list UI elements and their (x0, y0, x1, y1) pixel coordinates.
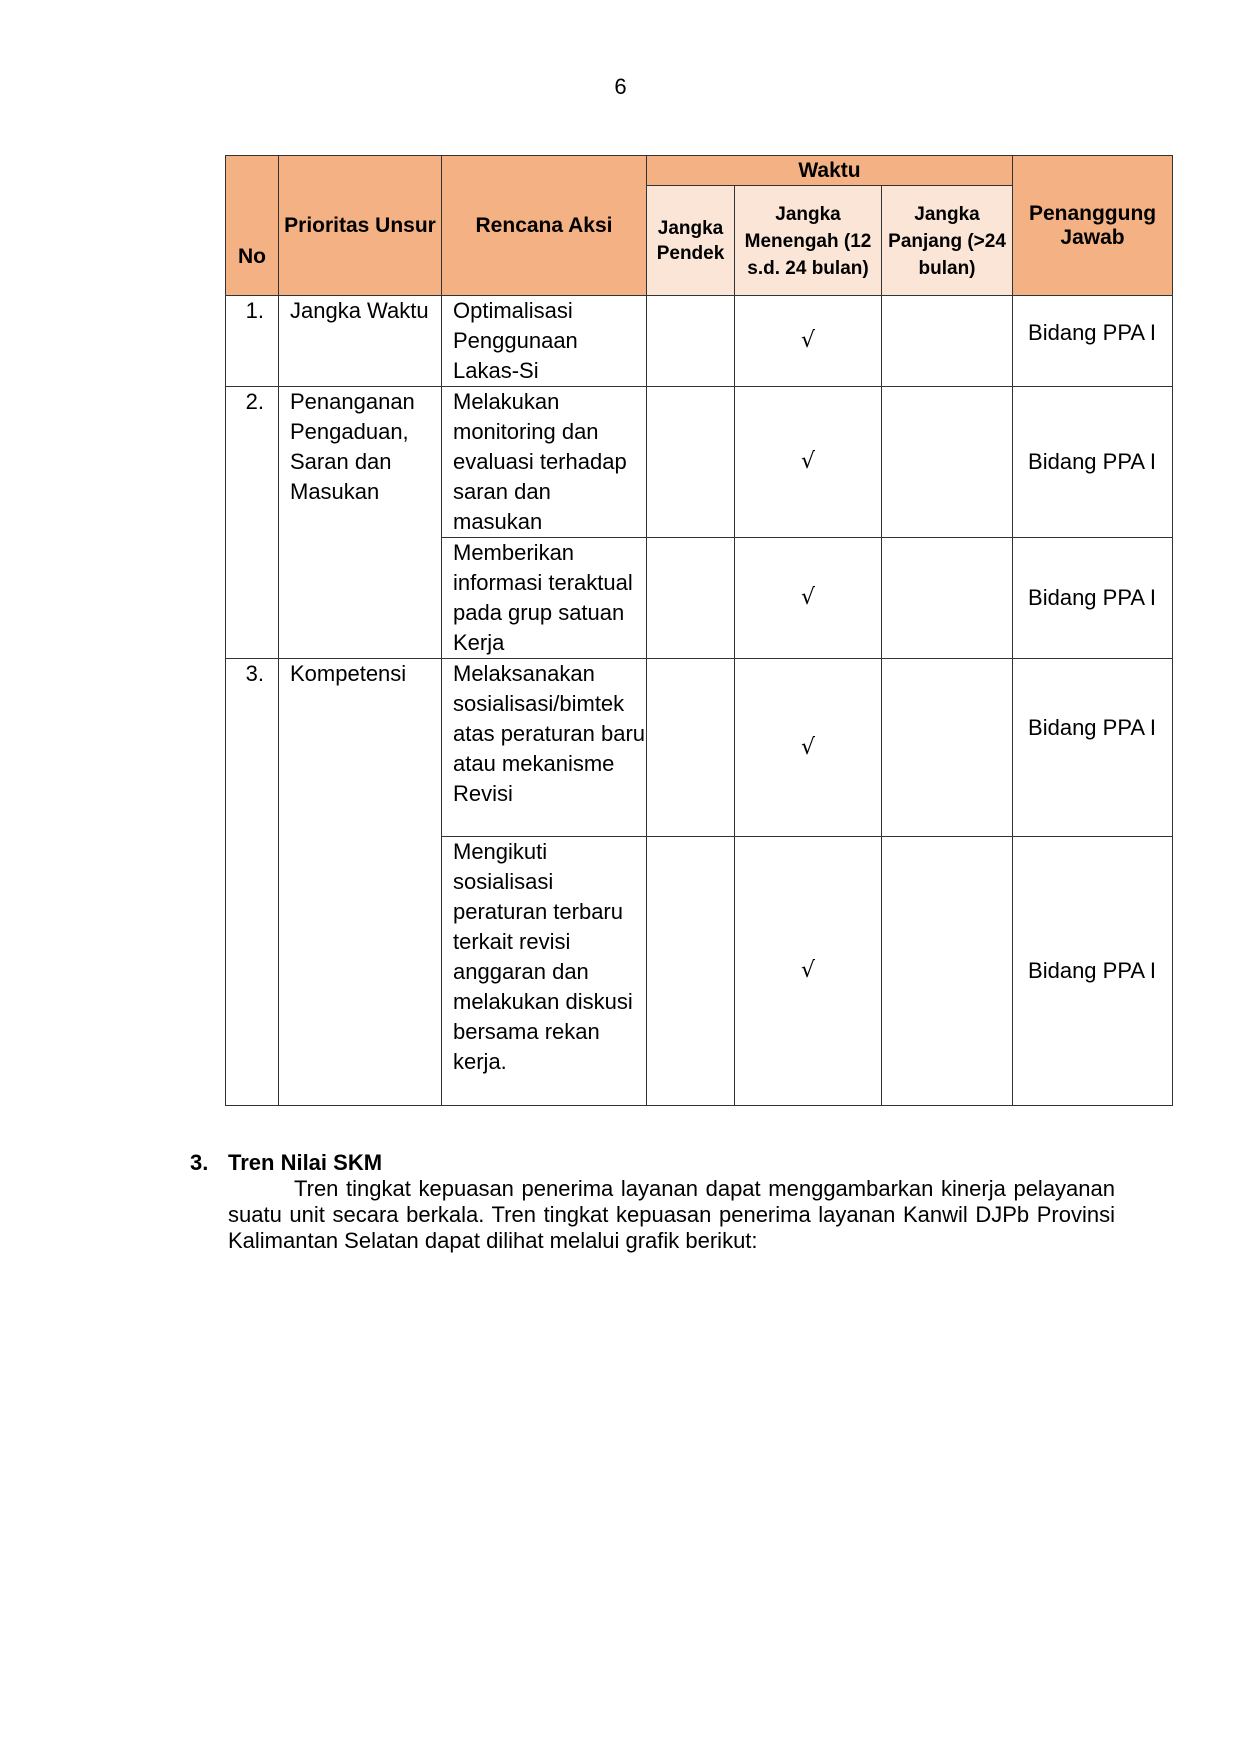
check-mark: √ (735, 296, 882, 387)
jangka-pendek-cell (647, 837, 735, 1106)
jangka-panjang-cell (882, 387, 1013, 538)
penanggung-jawab-cell: Bidang PPA I (1013, 837, 1173, 1106)
header-jangka-pendek: Jangka Pendek (647, 186, 735, 296)
penanggung-jawab-cell: Bidang PPA I (1013, 538, 1173, 659)
prioritas-unsur-cell: Jangka Waktu (279, 296, 442, 387)
header-jangka-panjang: Jangka Panjang (>24 bulan) (882, 186, 1013, 296)
section-title: Tren Nilai SKM (228, 1150, 383, 1175)
header-prioritas-unsur: Prioritas Unsur (279, 156, 442, 296)
rencana-aksi-cell: Mengikuti sosialisasi peraturan terbaru terkait revisi anggaran dan melakukan diskusi bersama rekan kerja. (442, 837, 647, 1106)
rencana-aksi-cell: Melaksanakan sosialisasi/bimtek atas peraturan baru atau mekanisme Revisi (442, 659, 647, 837)
action-plan-table (225, 155, 1173, 1106)
jangka-panjang-cell (882, 659, 1013, 837)
jangka-pendek-cell (647, 387, 735, 538)
section-tren-nilai-skm (190, 1150, 1115, 1254)
jangka-pendek-cell (647, 659, 735, 837)
rencana-aksi-cell: Memberikan informasi teraktual pada grup satuan Kerja (442, 538, 647, 659)
penanggung-jawab-cell: Bidang PPA I (1013, 296, 1173, 387)
jangka-pendek-cell (647, 538, 735, 659)
jangka-panjang-cell (882, 837, 1013, 1106)
rencana-aksi-cell: Melakukan monitoring dan evaluasi terhadap saran dan masukan (442, 387, 647, 538)
jangka-panjang-cell (882, 296, 1013, 387)
section-paragraph: Tren tingkat kepuasan penerima layanan dapat menggambarkan kinerja pelayanan suatu unit secara berkala. Tren tingkat kepuasan penerima layanan Kanwil DJPb Provinsi Kalimantan Selatan dapat dilihat melalui grafik berikut: (228, 1176, 1115, 1253)
section-number: 3. (190, 1150, 209, 1175)
row-number: 2. (226, 387, 279, 659)
table-row (226, 659, 1173, 837)
page-number: 6 (614, 74, 627, 99)
prioritas-unsur-cell: Kompetensi (279, 659, 442, 1106)
prioritas-unsur-cell: Penanganan Pengaduan, Saran dan Masukan (279, 387, 442, 659)
header-no: No (226, 156, 279, 296)
table-row (226, 296, 1173, 387)
jangka-panjang-cell (882, 538, 1013, 659)
row-number: 3. (226, 659, 279, 1106)
rencana-aksi-cell: Optimalisasi Penggunaan Lakas-Si (442, 296, 647, 387)
penanggung-jawab-cell: Bidang PPA I (1013, 387, 1173, 538)
check-mark: √ (735, 538, 882, 659)
header-jangka-menengah: Jangka Menengah (12 s.d. 24 bulan) (735, 186, 882, 296)
row-number: 1. (226, 296, 279, 387)
table-row (226, 387, 1173, 538)
jangka-pendek-cell (647, 296, 735, 387)
check-mark: √ (735, 837, 882, 1106)
header-waktu: Waktu (647, 156, 1013, 186)
header-penanggung-jawab: Penanggung Jawab (1013, 156, 1173, 296)
section-heading (190, 1150, 1115, 1176)
check-mark: √ (735, 387, 882, 538)
penanggung-jawab-cell: Bidang PPA I (1013, 659, 1173, 837)
check-mark: √ (735, 659, 882, 837)
header-rencana-aksi: Rencana Aksi (442, 156, 647, 296)
